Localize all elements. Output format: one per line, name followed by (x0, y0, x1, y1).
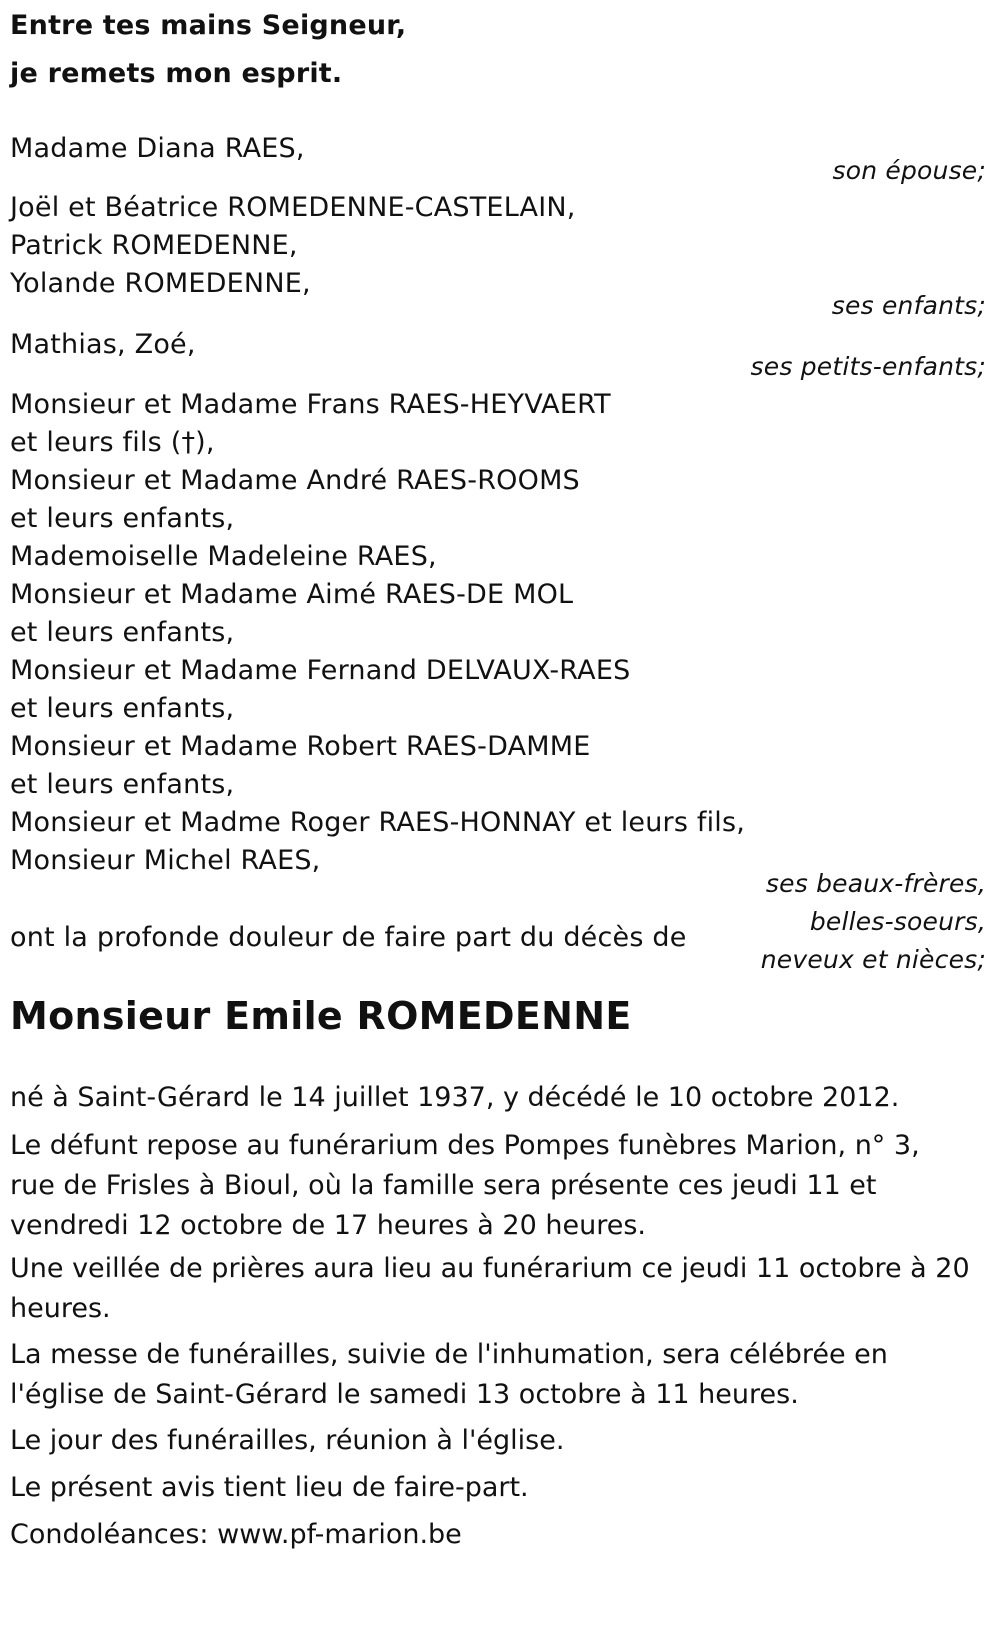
spouse-name: Madame Diana RAES, (10, 133, 305, 164)
inlaws-role: belles-soeurs, (809, 907, 986, 936)
announcement-text: ont la profonde douleur de faire part du décès de (10, 922, 687, 953)
grandchildren-role: ses petits-enfants; (750, 352, 986, 381)
inlaws-role: neveux et nièces; (760, 945, 986, 974)
inlaw-line: Monsieur Michel RAES, (10, 845, 321, 876)
child-line: Patrick ROMEDENNE, (10, 230, 298, 261)
inlaw-line: Monsieur et Madame André RAES-ROOMS (10, 465, 580, 496)
inlaw-line: Mademoiselle Madeleine RAES, (10, 541, 437, 572)
spouse-role: son épouse; (832, 156, 986, 185)
inlaw-line: et leurs fils (†), (10, 427, 215, 458)
child-line: Yolande ROMEDENNE, (10, 268, 311, 299)
inlaws-role: ses beaux-frères, (765, 869, 986, 898)
child-line: Joël et Béatrice ROMEDENNE-CASTELAIN, (10, 192, 576, 223)
deceased-name: Monsieur Emile ROMEDENNE (10, 994, 632, 1038)
detail-paragraph: Une veillée de prières aura lieu au funérarium ce jeudi 11 octobre à 20 heures. (10, 1253, 970, 1324)
inlaw-line: Monsieur et Madame Frans RAES-HEYVAERT (10, 389, 611, 420)
detail-paragraph: né à Saint-Gérard le 14 juillet 1937, y décédé le 10 octobre 2012. (10, 1082, 900, 1113)
inlaw-line: et leurs enfants, (10, 693, 235, 724)
condolences-line: Condoléances: www.pf-marion.be (10, 1519, 462, 1550)
grandchildren-names: Mathias, Zoé, (10, 329, 196, 360)
detail-paragraph: Le jour des funérailles, réunion à l'église. (10, 1425, 565, 1456)
header-verse-line-1: Entre tes mains Seigneur, (10, 10, 407, 41)
inlaw-line: et leurs enfants, (10, 617, 235, 648)
detail-paragraph: Le présent avis tient lieu de faire-part. (10, 1472, 529, 1503)
inlaw-line: Monsieur et Madame Fernand DELVAUX-RAES (10, 655, 631, 686)
inlaw-line: et leurs enfants, (10, 503, 235, 534)
children-role: ses enfants; (831, 291, 986, 320)
header-verse-line-2: je remets mon esprit. (10, 58, 343, 89)
inlaw-line: Monsieur et Madame Robert RAES-DAMME (10, 731, 591, 762)
inlaw-line: et leurs enfants, (10, 769, 235, 800)
detail-paragraph: La messe de funérailles, suivie de l'inhumation, sera célébrée en l'église de Saint-Gérard le samedi 13 octobre à 11 heures. (10, 1339, 888, 1410)
inlaw-line: Monsieur et Madme Roger RAES-HONNAY et leurs fils, (10, 807, 746, 838)
detail-paragraph: Le défunt repose au funérarium des Pompes funèbres Marion, n° 3, rue de Frisles à Bioul, où la famille sera présente ces jeudi 11 et vendredi 12 octobre de 17 heures à 20 heures. (10, 1130, 920, 1241)
inlaw-line: Monsieur et Madame Aimé RAES-DE MOL (10, 579, 574, 610)
